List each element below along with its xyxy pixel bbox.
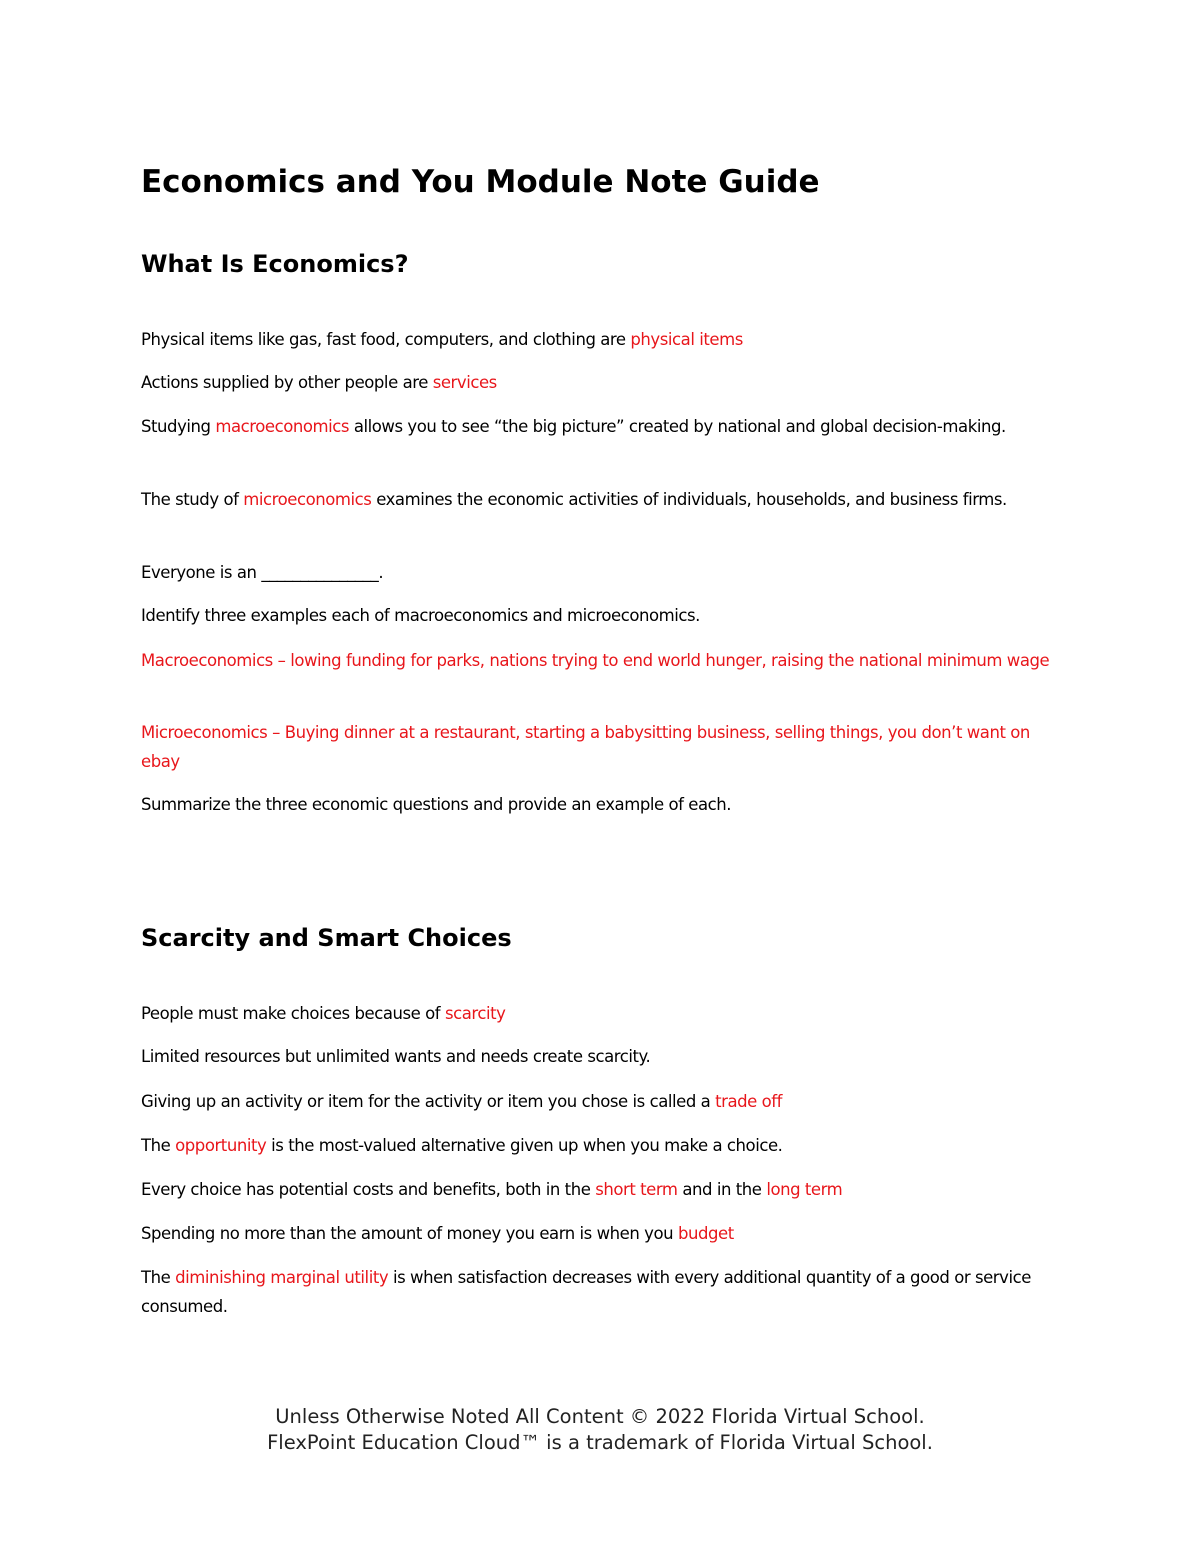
section-heading-scarcity: Scarcity and Smart Choices — [141, 924, 512, 952]
prompt-text: Actions supplied by other people are — [141, 373, 433, 392]
prompt-text: People must make choices because of — [141, 1004, 445, 1023]
prompt-text: Spending no more than the amount of money you earn is when you — [141, 1224, 678, 1243]
prompt-text: allows you to see “the big picture” created by national and global decision-making. — [349, 417, 1006, 436]
prompt-text: is when satisfaction decreases with every additional quantity of a good or service consumed. — [141, 1268, 1031, 1316]
answer-text: services — [432, 373, 497, 392]
answer-macro-examples: Macroeconomics – lowing funding for parks, nations trying to end world hunger, raising the national minimum wage — [141, 651, 1050, 670]
note-limited-resources: Limited resources but unlimited wants and needs create scarcity. — [141, 1047, 651, 1066]
prompt-text: Physical items like gas, fast food, computers, and clothing are — [141, 330, 631, 349]
answer-text: short term — [595, 1180, 678, 1199]
answer-text: trade off — [715, 1092, 783, 1111]
note-services — [141, 369, 1061, 398]
note-everyone-blank: Everyone is an _______________. — [141, 563, 384, 582]
prompt-text: and in the — [677, 1180, 767, 1199]
note-macroeconomics — [141, 413, 1061, 442]
prompt-text: The — [141, 1136, 176, 1155]
answer-micro-examples: Microeconomics – Buying dinner at a restaurant, starting a babysitting business, selling things, you don’t want on ebay — [141, 723, 1030, 771]
footer-trademark: FlexPoint Education Cloud™ is a trademark of Florida Virtual School. — [267, 1431, 933, 1454]
prompt-text: Every choice has potential costs and benefits, both in the — [141, 1180, 596, 1199]
note-physical-items — [141, 326, 1061, 355]
page-title: Economics and You Module Note Guide — [141, 164, 820, 200]
note-costs-benefits — [141, 1176, 1061, 1205]
answer-text: opportunity — [175, 1136, 267, 1155]
note-microeconomics — [141, 486, 1061, 515]
answer-text: physical items — [630, 330, 743, 349]
answer-text: budget — [677, 1224, 734, 1243]
page-footer — [0, 1404, 1200, 1456]
note-budget — [141, 1220, 1061, 1249]
answer-text: diminishing marginal utility — [175, 1268, 389, 1287]
prompt-text: The — [141, 1268, 176, 1287]
answer-text: microeconomics — [243, 490, 372, 509]
answer-text: scarcity — [444, 1004, 506, 1023]
note-scarcity — [141, 1000, 1061, 1029]
prompt-text: examines the economic activities of individuals, households, and business firms. — [371, 490, 1007, 509]
footer-copyright: Unless Otherwise Noted All Content © 2022 Florida Virtual School. — [275, 1405, 925, 1428]
prompt-text: Giving up an activity or item for the activity or item you chose is called a — [141, 1092, 716, 1111]
answer-text: long term — [766, 1180, 843, 1199]
note-trade-off — [141, 1088, 1061, 1117]
prompt-text: is the most-valued alternative given up when you make a choice. — [266, 1136, 783, 1155]
prompt-text: The study of — [141, 490, 244, 509]
answer-text: macroeconomics — [215, 417, 350, 436]
section-heading-what-is-economics: What Is Economics? — [141, 250, 409, 278]
note-identify-examples: Identify three examples each of macroeconomics and microeconomics. — [141, 606, 700, 625]
note-diminishing-marginal-utility — [141, 1264, 1061, 1321]
note-summarize-questions: Summarize the three economic questions and provide an example of each. — [141, 795, 732, 814]
note-opportunity — [141, 1132, 1061, 1161]
prompt-text: Studying — [141, 417, 216, 436]
